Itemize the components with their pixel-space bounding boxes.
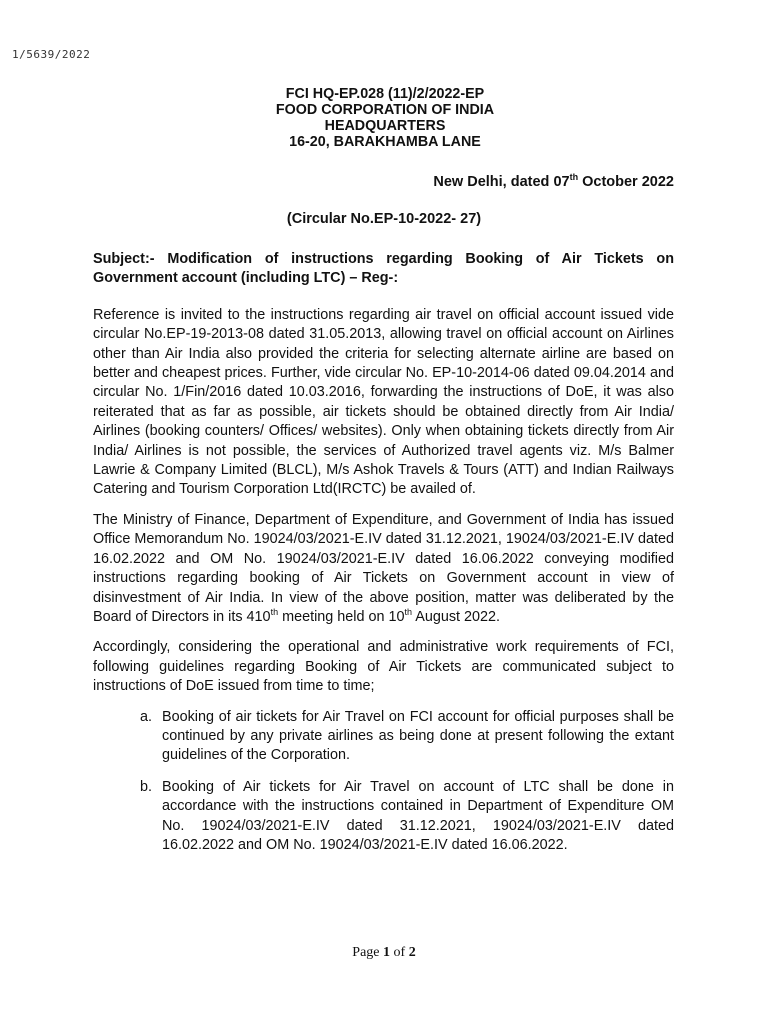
letter-body [93, 250, 674, 867]
guidelines-list [93, 708, 674, 856]
handwritten-reference-number: 1/5639/2022 [12, 48, 91, 61]
list-item-text: Booking of Air tickets for Air Travel on account of LTC shall be done in accordance with the instructions contained in Department of Expenditure OM No. 19024/03/2021-E.IV dated 31.12.2021, 19024/03/2021-E.IV dated 16.02.2022 and OM No. 19024/03/2021-E.IV dated 16.06.2022. [162, 778, 674, 853]
file-number: FCI HQ-EP.028 (11)/2/2022-EP [285, 86, 485, 102]
of-word: of [390, 945, 409, 960]
paragraph-ministry [93, 511, 674, 627]
office-address: 16-20, BARAKHAMBA LANE [289, 134, 481, 150]
paragraph-ministry-part3: August 2022. [412, 608, 501, 625]
circular-number: (Circular No.EP-10-2022- 27) [286, 211, 482, 227]
paragraph-reference: Reference is invited to the instructions regarding air travel on official account issued vide circular No.EP-19-2013-08 dated 31.05.2013, allowing travel on official account on Airlines other than Air India also provided the criteria for selecting alternate airline are based on better and cheapest prices. Further, vide circular No. EP-10-2014-06 dated 09.04.2014 and circular No. 1/Fin/2016 dated 10.03.2016, forwarding the instructions of DoE, it was also reiterated that as far as possible, air tickets should be obtained directly from Air India/ Airlines (booking counters/ Offices/ websites). Only when obtaining tickets directly from Air India/ Airlines is not possible, the services of Authorized travel agents viz. M/s Balmer Lawrie & Company Limited (BLCL), M/s Ashok Travels & Tours (ATT) and Indian Railways Catering and Tourism Corporation Ltd(IRCTC) be availed of. [93, 306, 674, 498]
dateline-ordinal: th [569, 172, 579, 183]
list-marker: a. [140, 708, 153, 725]
list-item [140, 778, 674, 856]
page-word: Page [352, 945, 384, 960]
organization-name: FOOD CORPORATION OF INDIA [275, 102, 495, 118]
subject-line: Subject:- Modification of instructions regarding Booking of Air Tickets on Government account (including LTC) – Reg-: [93, 251, 674, 287]
office-name: HEADQUARTERS [324, 118, 446, 134]
date-ordinal: th [404, 607, 413, 618]
total-page-count: 2 [408, 945, 416, 960]
paragraph-ministry-part2: meeting held on 10 [278, 608, 405, 625]
dateline [433, 174, 674, 190]
paragraph-ministry-part1: The Ministry of Finance, Department of Expenditure, and Government of India has issued Office Memorandum No. 19024/03/2021-E.IV dated 31.12.2021, 19024/03/2021-E.IV dated 16.02.2022 and OM No. 19024/03/2021-E.IV dated 16.06.2022 conveying modified instructions regarding booking of Air Tickets on Government account in view of disinvestment of Air India. In view of the above position, matter was deliberated by the Board of Directors in its 410 [93, 511, 674, 625]
letterhead [240, 86, 530, 150]
page-footer [0, 945, 768, 961]
current-page-number: 1 [383, 945, 391, 960]
paragraph-accordingly: Accordingly, considering the operational and administrative work requirements of FCI, following guidelines regarding Booking of Air Tickets are communicated subject to instructions of DoE issued from time to time; [93, 639, 674, 695]
list-marker: b. [140, 778, 153, 795]
list-item-text: Booking of air tickets for Air Travel on FCI account for official purposes shall be continued by any private airlines as being done at present following the extant guidelines of the Corporation. [162, 708, 674, 764]
dateline-rest: October 2022 [578, 174, 674, 190]
list-item [140, 708, 674, 766]
dateline-prefix: New Delhi, dated 07 [433, 174, 570, 190]
meeting-ordinal: th [270, 607, 279, 618]
